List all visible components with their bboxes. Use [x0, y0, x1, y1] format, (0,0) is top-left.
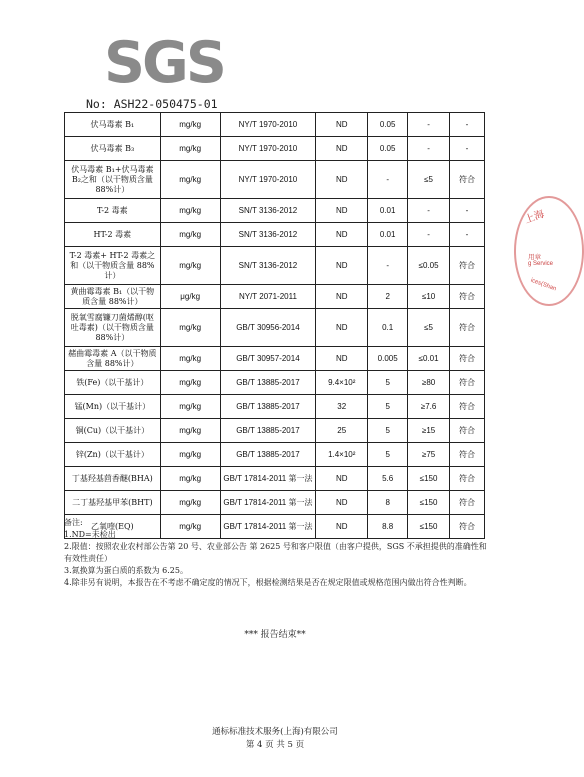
method-cell: GB/T 17814-2011 第一法	[220, 515, 316, 539]
method-cell: SN/T 3136-2012	[220, 199, 316, 223]
result-cell: ND	[316, 491, 368, 515]
unit-cell: mg/kg	[160, 113, 220, 137]
result-cell: ND	[316, 113, 368, 137]
footer-company: 通标标准技术服务(上海)有限公司	[212, 727, 338, 737]
unit-cell: mg/kg	[160, 347, 220, 371]
unit-cell: mg/kg	[160, 371, 220, 395]
notes-section	[64, 517, 494, 589]
method-cell: GB/T 13885-2017	[220, 443, 316, 467]
table-row	[65, 161, 485, 199]
limit-cell: ≥80	[408, 371, 450, 395]
table-row	[65, 137, 485, 161]
results-table	[64, 112, 485, 539]
conclusion-cell: 符合	[450, 347, 485, 371]
result-cell: ND	[316, 247, 368, 285]
conclusion-cell: -	[450, 137, 485, 161]
mdl-cell: 5	[368, 419, 408, 443]
conclusion-cell: 符合	[450, 161, 485, 199]
item-name-cell: 丁基羟基茴香醚(BHA)	[65, 467, 161, 491]
unit-cell: mg/kg	[160, 419, 220, 443]
report-end-mark: *** 报告结束**	[244, 630, 306, 640]
method-cell: NY/T 2071-2011	[220, 285, 316, 309]
unit-cell: μg/kg	[160, 285, 220, 309]
result-cell: ND	[316, 309, 368, 347]
method-cell: GB/T 17814-2011 第一法	[220, 491, 316, 515]
conclusion-cell: -	[450, 199, 485, 223]
method-cell: GB/T 30957-2014	[220, 347, 316, 371]
result-cell: ND	[316, 467, 368, 491]
conclusion-cell: 符合	[450, 491, 485, 515]
method-cell: SN/T 3136-2012	[220, 247, 316, 285]
limit-cell: ≤0.05	[408, 247, 450, 285]
limit-cell: ≤150	[408, 467, 450, 491]
unit-cell: mg/kg	[160, 161, 220, 199]
unit-cell: mg/kg	[160, 515, 220, 539]
limit-cell: -	[408, 223, 450, 247]
item-name-cell: 二丁基羟基甲苯(BHT)	[65, 491, 161, 515]
unit-cell: mg/kg	[160, 443, 220, 467]
note-item: 3.氮换算为蛋白质的系数为 6.25。	[64, 566, 188, 575]
method-cell: NY/T 1970-2010	[220, 113, 316, 137]
sgs-logo: SGS	[104, 30, 224, 96]
result-cell: ND	[316, 199, 368, 223]
item-name-cell: 脱氧雪腐镰刀菌烯醇(呕吐毒素)（以干物质含量 88%计）	[65, 309, 161, 347]
unit-cell: mg/kg	[160, 247, 220, 285]
method-cell: GB/T 13885-2017	[220, 395, 316, 419]
method-cell: GB/T 17814-2011 第一法	[220, 467, 316, 491]
item-name-cell: 伏马毒素 B₁	[65, 113, 161, 137]
result-cell: 32	[316, 395, 368, 419]
limit-cell: ≤5	[408, 309, 450, 347]
table-row	[65, 467, 485, 491]
conclusion-cell: 符合	[450, 443, 485, 467]
result-cell: 9.4×10²	[316, 371, 368, 395]
conclusion-cell: 符合	[450, 419, 485, 443]
mdl-cell: 5	[368, 371, 408, 395]
footer-page-number: 第 4 页 共 5 页	[245, 740, 305, 750]
item-name-cell: 黄曲霉毒素 B₁（以干物质含量 88%计）	[65, 285, 161, 309]
result-cell: ND	[316, 347, 368, 371]
table-row	[65, 371, 485, 395]
item-name-cell: 锌(Zn)（以干基计）	[65, 443, 161, 467]
item-name-cell: 赭曲霉毒素 A（以干物质含量 88%计）	[65, 347, 161, 371]
result-cell: ND	[316, 137, 368, 161]
result-cell: ND	[316, 285, 368, 309]
item-name-cell: 伏马毒素 B₃	[65, 137, 161, 161]
item-name-cell: T-2 毒素+ HT-2 毒素之和（以干物质含量 88%计）	[65, 247, 161, 285]
mdl-cell: 8.8	[368, 515, 408, 539]
mdl-cell: 0.005	[368, 347, 408, 371]
limit-cell: ≤150	[408, 491, 450, 515]
conclusion-cell: 符合	[450, 309, 485, 347]
item-name-cell: T-2 毒素	[65, 199, 161, 223]
conclusion-cell: 符合	[450, 467, 485, 491]
limit-cell: -	[408, 137, 450, 161]
table-row	[65, 113, 485, 137]
notes-title: 备注:	[64, 518, 83, 527]
unit-cell: mg/kg	[160, 309, 220, 347]
mdl-cell: 5.6	[368, 467, 408, 491]
table-row	[65, 247, 485, 285]
method-cell: GB/T 13885-2017	[220, 419, 316, 443]
item-name-cell: 伏马毒素 B₁+伏马毒素 B₂之和（以干物质含量 88%计）	[65, 161, 161, 199]
result-cell: ND	[316, 223, 368, 247]
table-row	[65, 199, 485, 223]
mdl-cell: 5	[368, 395, 408, 419]
table-row	[65, 285, 485, 309]
conclusion-cell: 符合	[450, 515, 485, 539]
result-cell: ND	[316, 515, 368, 539]
limit-cell: ≤10	[408, 285, 450, 309]
method-cell: NY/T 1970-2010	[220, 161, 316, 199]
result-cell: 25	[316, 419, 368, 443]
result-cell: ND	[316, 161, 368, 199]
method-cell: SN/T 3136-2012	[220, 223, 316, 247]
company-seal-stamp: 上海 用章 g Service ices(Shan	[514, 196, 584, 306]
limit-cell: ≥15	[408, 419, 450, 443]
unit-cell: mg/kg	[160, 395, 220, 419]
unit-cell: mg/kg	[160, 491, 220, 515]
unit-cell: mg/kg	[160, 467, 220, 491]
item-name-cell: 铁(Fe)（以干基计）	[65, 371, 161, 395]
table-row	[65, 309, 485, 347]
conclusion-cell: -	[450, 223, 485, 247]
conclusion-cell: 符合	[450, 247, 485, 285]
conclusion-cell: 符合	[450, 371, 485, 395]
item-name-cell: 铜(Cu)（以干基计）	[65, 419, 161, 443]
mdl-cell: 2	[368, 285, 408, 309]
table-row	[65, 347, 485, 371]
conclusion-cell: 符合	[450, 395, 485, 419]
unit-cell: mg/kg	[160, 223, 220, 247]
mdl-cell: 5	[368, 443, 408, 467]
table-row	[65, 223, 485, 247]
unit-cell: mg/kg	[160, 199, 220, 223]
item-name-cell: 锰(Mn)（以干基计）	[65, 395, 161, 419]
page-footer	[0, 726, 550, 752]
conclusion-cell: 符合	[450, 285, 485, 309]
limit-cell: ≥75	[408, 443, 450, 467]
limit-cell: ≤5	[408, 161, 450, 199]
note-item: 4.除非另有说明，本报告在不考虑不确定度的情况下，根据检测结果是否在规定限值或规格范围内做出符合性判断。	[64, 578, 472, 587]
method-cell: GB/T 13885-2017	[220, 371, 316, 395]
table-row	[65, 395, 485, 419]
item-name-cell: 乙氧喹(EQ)	[65, 515, 161, 539]
mdl-cell: 0.01	[368, 199, 408, 223]
limit-cell: -	[408, 113, 450, 137]
method-cell: NY/T 1970-2010	[220, 137, 316, 161]
mdl-cell: 0.05	[368, 137, 408, 161]
mdl-cell: -	[368, 161, 408, 199]
table-row	[65, 491, 485, 515]
limit-cell: ≤150	[408, 515, 450, 539]
mdl-cell: -	[368, 247, 408, 285]
note-item: 2.限值：按照农业农村部公告第 20 号、农业部公告 第 2625 号和客户限值（由客户提供，SGS 不承担提供的准确性和有效性责任）	[64, 542, 487, 563]
unit-cell: mg/kg	[160, 137, 220, 161]
mdl-cell: 0.05	[368, 113, 408, 137]
item-name-cell: HT-2 毒素	[65, 223, 161, 247]
note-item: 1.ND=未检出	[64, 530, 116, 539]
table-row	[65, 443, 485, 467]
result-cell: 1.4×10²	[316, 443, 368, 467]
method-cell: GB/T 30956-2014	[220, 309, 316, 347]
report-number: No: ASH22-050475-01	[86, 97, 218, 111]
limit-cell: ≤0.01	[408, 347, 450, 371]
limit-cell: -	[408, 199, 450, 223]
table-row	[65, 419, 485, 443]
conclusion-cell: -	[450, 113, 485, 137]
mdl-cell: 0.1	[368, 309, 408, 347]
limit-cell: ≥7.6	[408, 395, 450, 419]
mdl-cell: 0.01	[368, 223, 408, 247]
mdl-cell: 8	[368, 491, 408, 515]
